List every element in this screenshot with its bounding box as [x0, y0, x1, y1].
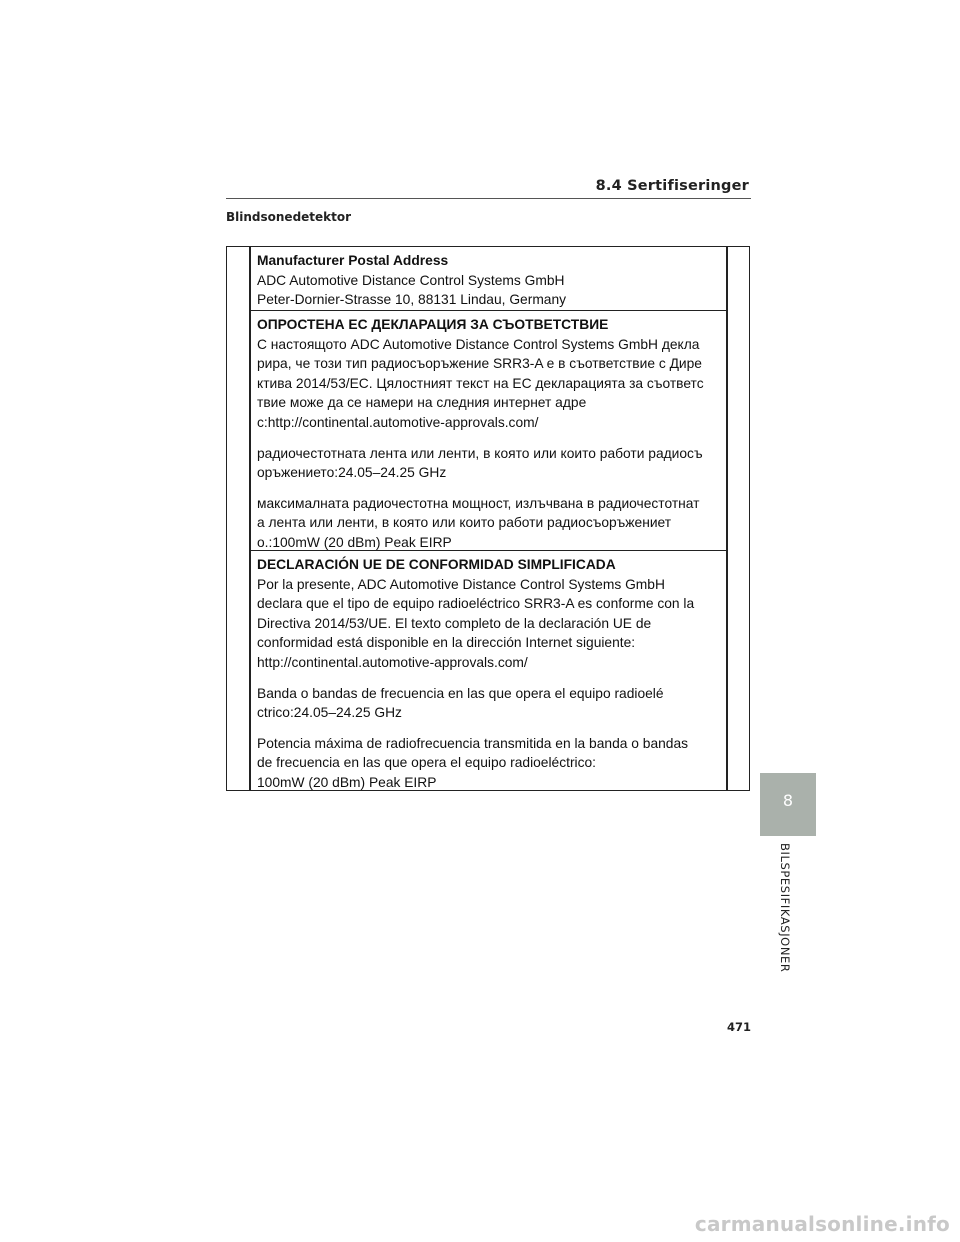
text-line: 100mW (20 dBm) Peak EIRP	[257, 774, 437, 790]
text-line: ктива 2014/53/ЕС. Цялостният текст на ЕС декларацията за съответс	[257, 375, 704, 391]
text-line: оръжението:24.05–24.25 GHz	[257, 465, 447, 481]
text-line: твие може да се намери на следния интернет адре	[257, 395, 587, 411]
text-line: ctrico:24.05–24.25 GHz	[257, 705, 402, 721]
chapter-number: 8	[782, 791, 794, 810]
text-line: максималната радиочестотна мощност, излъчвана в радиочестотнат	[257, 495, 700, 511]
section-heading: Blindsonedetektor	[226, 210, 352, 224]
text-line: ADC Automotive Distance Control Systems GmbH	[257, 272, 565, 288]
watermark[interactable]: carmanualsonline.info	[694, 1212, 950, 1236]
text-line: с:http://continental.automotive-approvals.com/	[257, 414, 539, 430]
bulgarian-declaration-block	[251, 310, 726, 550]
certification-table	[226, 246, 750, 791]
header-title: 8.4 Sertifiseringer	[595, 178, 749, 194]
spanish-declaration-block	[251, 550, 726, 790]
chapter-label: BILSPESIFIKASJONER	[778, 843, 792, 973]
text-line: http://continental.automotive-approvals.com/	[257, 654, 528, 670]
text-line: conformidad está disponible en la dirección Internet siguiente:	[257, 635, 636, 651]
page-number: 471	[726, 1020, 751, 1034]
text-line: Peter-Dornier-Strasse 10, 88131 Lindau, Germany	[257, 292, 567, 308]
spanish-declaration-title: DECLARACIÓN UE DE CONFORMIDAD SIMPLIFICADA	[257, 557, 616, 572]
manufacturer-block	[251, 247, 726, 310]
text-line: радиочестотната лента или ленти, в която или които работи радиосъ	[257, 445, 703, 461]
table-right-rule	[726, 247, 728, 790]
text-line: а лента или ленти, в която или които работи радиосъоръжениет	[257, 515, 672, 531]
text-line: Directiva 2014/53/UE. El texto completo de la declaración UE de	[257, 615, 652, 631]
text-line: о.:100mW (20 dBm) Peak EIRP	[257, 534, 452, 550]
header-rule	[226, 198, 751, 199]
text-line: Potencia máxima de radiofrecuencia transmitida en la banda o bandas	[257, 735, 689, 751]
text-line: Por la presente, ADC Automotive Distance Control Systems GmbH	[257, 576, 665, 592]
text-line: declara que el tipo de equipo radioeléctrico SRR3-A es conforme con la	[257, 596, 695, 612]
text-line: рира, че този тип радиосъоръжение SRR3-A е в съответствие с Дире	[257, 356, 702, 372]
manufacturer-title: Manufacturer Postal Address	[257, 253, 449, 268]
text-line: de frecuencia en las que opera el equipo radioeléctrico:	[257, 755, 597, 771]
bulgarian-declaration-title: ОПРОСТЕНА ЕС ДЕКЛАРАЦИЯ ЗА СЪОТВЕТСТВИЕ	[257, 317, 609, 332]
chapter-tab	[760, 773, 816, 836]
text-line: С настоящото ADC Automotive Distance Control Systems GmbH декла	[257, 336, 700, 352]
text-line: Banda o bandas de frecuencia en las que opera el equipo radioelé	[257, 685, 664, 701]
